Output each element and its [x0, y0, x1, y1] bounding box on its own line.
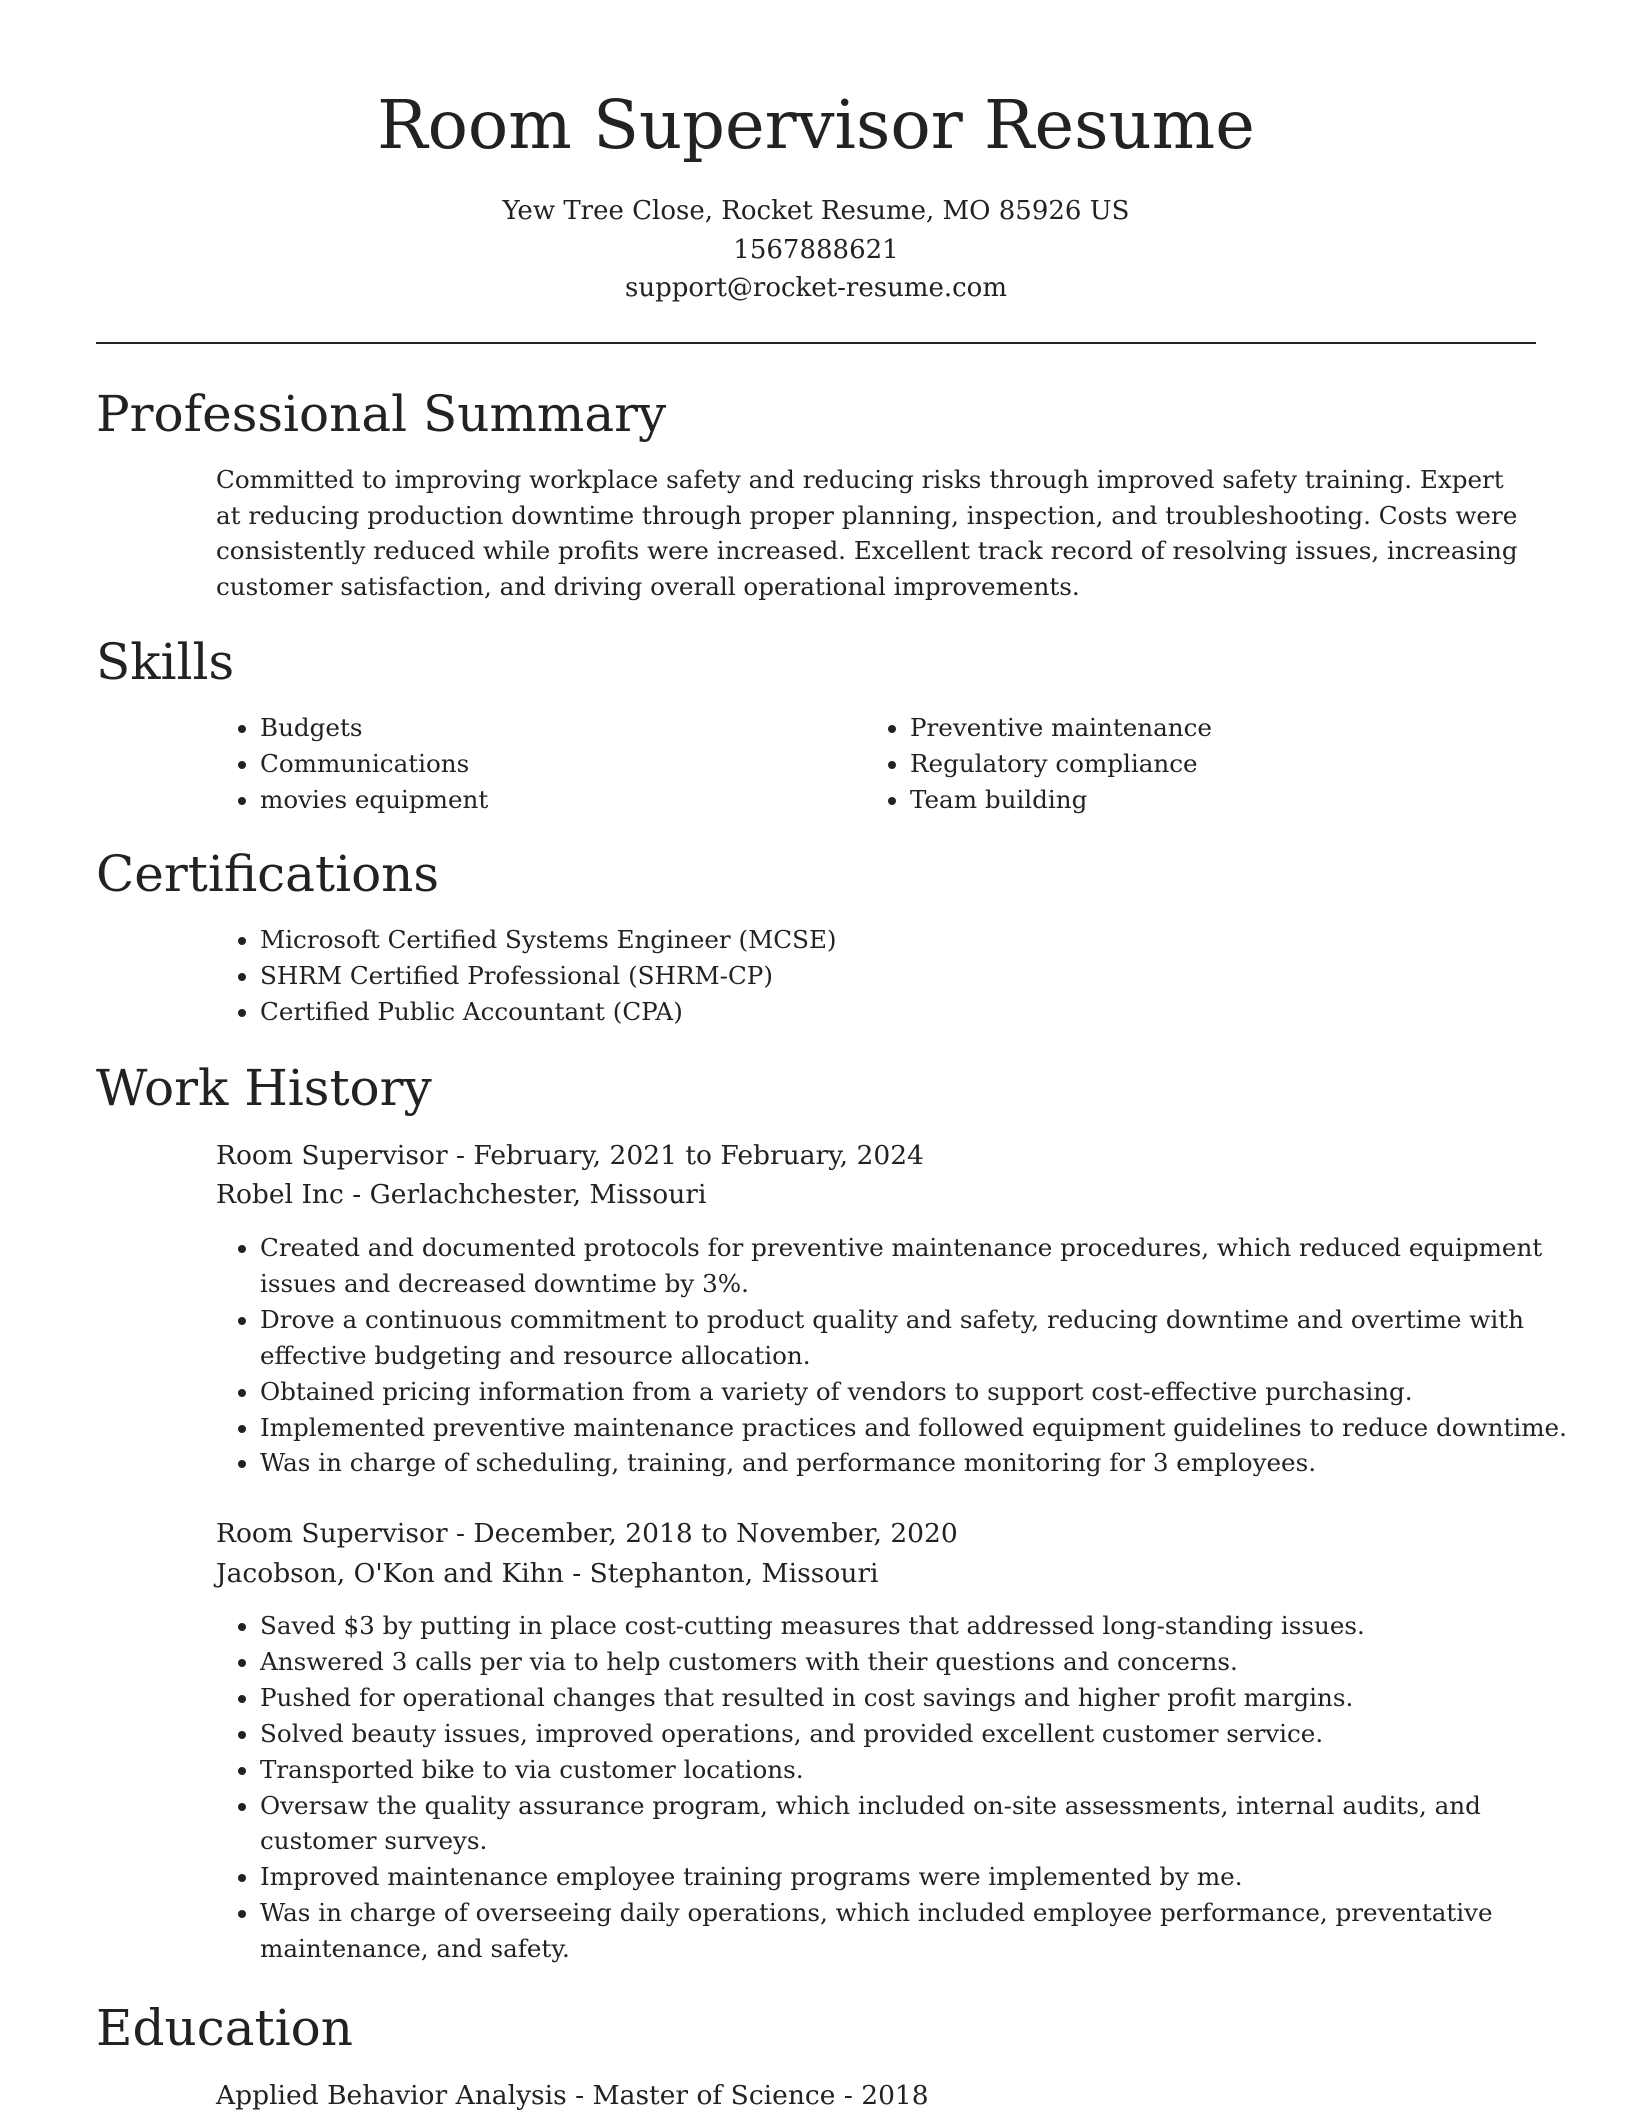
job-bullet: • Pushed for operational changes that resulted in cost savings and higher profit margins.	[260, 1680, 1578, 1716]
certifications-list	[216, 922, 837, 1030]
job-bullet: • Transported bike to via customer locations.	[260, 1752, 1578, 1788]
job-bullet: • Obtained pricing information from a variety of vendors to support cost-effective purchasing.	[260, 1374, 1578, 1410]
summary-text: Committed to improving workplace safety and reducing risks through improved safety training. Expert at reducing production downtime through proper planning, inspection, and troubleshooting. Costs were consistently reduced while profits were increased. Excellent track record of resolving issues, increasing customer satisfaction, and driving overall operational improvements.	[216, 465, 1518, 602]
certification-item: • Certified Public Accountant (CPA)	[260, 994, 837, 1030]
skills-list-left	[216, 710, 488, 818]
contact-email: support@rocket-resume.com	[624, 273, 1007, 303]
job-company-line: Robel Inc - Gerlachchester, Missouri	[216, 1179, 707, 1210]
certification-item: • SHRM Certified Professional (SHRM-CP)	[260, 958, 837, 994]
job-company-line: Jacobson, O'Kon and Kihn - Stephanton, Missouri	[216, 1558, 879, 1589]
job-bullet: • Solved beauty issues, improved operations, and provided excellent customer service.	[260, 1716, 1578, 1752]
certifications-heading: Certifications	[96, 845, 440, 903]
education-heading: Education	[96, 1999, 353, 2057]
job-bullet: • Oversaw the quality assurance program, which included on-site assessments, internal audits, and customer surveys.	[260, 1788, 1578, 1860]
skill-item: • Team building	[910, 782, 1212, 818]
job-bullet: • Was in charge of scheduling, training, and performance monitoring for 3 employees.	[260, 1445, 1578, 1481]
skills-list-right	[866, 710, 1212, 818]
skill-item: • Communications	[260, 746, 488, 782]
job-bullet: • Drove a continuous commitment to product quality and safety, reducing downtime and overtime with effective budgeting and resource allocation.	[260, 1302, 1578, 1374]
job-bullet: • Was in charge of overseeing daily operations, which included employee performance, preventative maintenance, and safety.	[260, 1895, 1578, 1967]
summary-heading: Professional Summary	[96, 385, 667, 443]
skill-item: • movies equipment	[260, 782, 488, 818]
skill-item: • Regulatory compliance	[910, 746, 1212, 782]
job-bullet: • Answered 3 calls per via to help customers with their questions and concerns.	[260, 1644, 1578, 1680]
job-title-line: Room Supervisor - February, 2021 to February, 2024	[216, 1140, 924, 1171]
education-line: Applied Behavior Analysis - Master of Science - 2018	[216, 2080, 929, 2111]
job-bullet: • Improved maintenance employee training programs were implemented by me.	[260, 1859, 1578, 1895]
job-bullet: • Implemented preventive maintenance practices and followed equipment guidelines to reduce downtime.	[260, 1410, 1578, 1446]
job-bullets	[216, 1230, 1578, 1481]
resume-title: Room Supervisor Resume	[377, 86, 1255, 164]
job-title-line: Room Supervisor - December, 2018 to November, 2020	[216, 1518, 958, 1549]
work-history-heading: Work History	[96, 1059, 432, 1117]
job-bullet: • Created and documented protocols for preventive maintenance procedures, which reduced equipment issues and decreased downtime by 3%.	[260, 1230, 1578, 1302]
skills-heading: Skills	[96, 633, 235, 691]
job-bullet: • Saved $3 by putting in place cost-cutting measures that addressed long-standing issues.	[260, 1608, 1578, 1644]
contact-phone: 1567888621	[733, 234, 899, 265]
skill-item: • Preventive maintenance	[910, 710, 1212, 746]
contact-block	[0, 192, 1632, 308]
job-bullets	[216, 1608, 1578, 1967]
header-divider	[96, 342, 1536, 344]
skill-item: • Budgets	[260, 710, 488, 746]
contact-address: Yew Tree Close, Rocket Resume, MO 85926 US	[502, 196, 1130, 226]
certification-item: • Microsoft Certified Systems Engineer (MCSE)	[260, 922, 837, 958]
